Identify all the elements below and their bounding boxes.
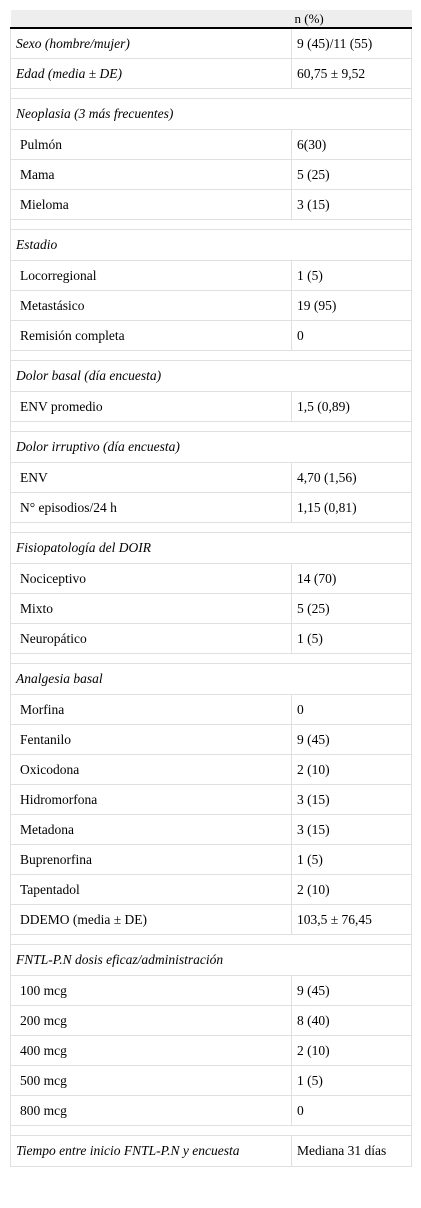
table-row <box>11 130 412 160</box>
table-row <box>11 1006 412 1036</box>
row-value: 2 (10) <box>292 875 412 905</box>
table-row <box>11 321 412 351</box>
table-row <box>11 190 412 220</box>
row-label: Metastásico <box>11 291 292 321</box>
row-label: N° episodios/24 h <box>11 493 292 523</box>
table-row <box>11 1036 412 1066</box>
table-row <box>11 725 412 755</box>
section-title: Neoplasia (3 más frecuentes) <box>11 99 292 130</box>
section-header-row <box>11 432 412 463</box>
spacer-cell <box>11 422 412 432</box>
row-value: 0 <box>292 695 412 725</box>
row-value: 1 (5) <box>292 624 412 654</box>
section-title: Dolor basal (día encuesta) <box>11 361 292 392</box>
row-label: 100 mcg <box>11 976 292 1006</box>
row-value: 3 (15) <box>292 190 412 220</box>
table-row <box>11 845 412 875</box>
row-label: Hidromorfona <box>11 785 292 815</box>
section-header-row <box>11 230 412 261</box>
section-title: Dolor irruptivo (día encuesta) <box>11 432 292 463</box>
row-label: Tapentadol <box>11 875 292 905</box>
section-value <box>292 533 412 564</box>
section-value <box>292 230 412 261</box>
row-label: Morfina <box>11 695 292 725</box>
spacer-cell <box>11 220 412 230</box>
table-row <box>11 815 412 845</box>
row-label: 400 mcg <box>11 1036 292 1066</box>
row-label: Remisión completa <box>11 321 292 351</box>
spacer-row <box>11 220 412 230</box>
spacer-cell <box>11 654 412 664</box>
section-header-row <box>11 664 412 695</box>
spacer-row <box>11 654 412 664</box>
section-header-row <box>11 945 412 976</box>
row-value: 0 <box>292 321 412 351</box>
row-label: DDEMO (media ± DE) <box>11 905 292 935</box>
row-label: Sexo (hombre/mujer) <box>11 28 292 59</box>
spacer-cell <box>11 1126 412 1136</box>
table-row <box>11 976 412 1006</box>
row-value: 9 (45)/11 (55) <box>292 28 412 59</box>
row-value: 9 (45) <box>292 725 412 755</box>
section-title: Analgesia basal <box>11 664 292 695</box>
row-label: Pulmón <box>11 130 292 160</box>
row-value: 1,5 (0,89) <box>292 392 412 422</box>
row-label: Nociceptivo <box>11 564 292 594</box>
characteristics-table <box>10 10 412 1167</box>
spacer-row <box>11 422 412 432</box>
section-value <box>292 361 412 392</box>
row-value: 5 (25) <box>292 160 412 190</box>
section-value: Mediana 31 días <box>292 1136 412 1167</box>
spacer-cell <box>11 523 412 533</box>
table-row <box>11 1096 412 1126</box>
row-value: 19 (95) <box>292 291 412 321</box>
row-value: 1 (5) <box>292 261 412 291</box>
row-value: 0 <box>292 1096 412 1126</box>
spacer-row <box>11 935 412 945</box>
section-header-row <box>11 533 412 564</box>
section-value <box>292 945 412 976</box>
spacer-cell <box>11 89 412 99</box>
row-label: Oxicodona <box>11 755 292 785</box>
section-value <box>292 432 412 463</box>
row-label: 800 mcg <box>11 1096 292 1126</box>
row-value: 60,75 ± 9,52 <box>292 59 412 89</box>
table-row <box>11 59 412 89</box>
row-label: Mixto <box>11 594 292 624</box>
row-value: 103,5 ± 76,45 <box>292 905 412 935</box>
row-value: 8 (40) <box>292 1006 412 1036</box>
section-header-row <box>11 361 412 392</box>
row-value: 3 (15) <box>292 815 412 845</box>
table-row <box>11 261 412 291</box>
spacer-cell <box>11 351 412 361</box>
spacer-row <box>11 89 412 99</box>
spacer-cell <box>11 935 412 945</box>
row-value: 14 (70) <box>292 564 412 594</box>
data-table-container <box>10 10 411 1167</box>
section-title: FNTL-P.N dosis eficaz/administración <box>11 945 292 976</box>
table-row <box>11 392 412 422</box>
section-header-row <box>11 1136 412 1167</box>
table-row <box>11 624 412 654</box>
row-label: 500 mcg <box>11 1066 292 1096</box>
row-value: 2 (10) <box>292 755 412 785</box>
table-row <box>11 594 412 624</box>
table-row <box>11 755 412 785</box>
row-label: Neuropático <box>11 624 292 654</box>
row-label: ENV promedio <box>11 392 292 422</box>
header-col-label <box>11 10 292 28</box>
section-header-row <box>11 99 412 130</box>
spacer-row <box>11 351 412 361</box>
row-value: 4,70 (1,56) <box>292 463 412 493</box>
row-label: Metadona <box>11 815 292 845</box>
row-value: 9 (45) <box>292 976 412 1006</box>
table-row <box>11 905 412 935</box>
table-row <box>11 28 412 59</box>
row-value: 6(30) <box>292 130 412 160</box>
row-label: 200 mcg <box>11 1006 292 1036</box>
row-label: Mama <box>11 160 292 190</box>
row-label: Mieloma <box>11 190 292 220</box>
row-value: 3 (15) <box>292 785 412 815</box>
row-value: 1 (5) <box>292 1066 412 1096</box>
table-row <box>11 291 412 321</box>
row-label: ENV <box>11 463 292 493</box>
spacer-row <box>11 1126 412 1136</box>
section-title: Tiempo entre inicio FNTL-P.N y encuesta <box>11 1136 292 1167</box>
row-value: 1 (5) <box>292 845 412 875</box>
table-row <box>11 564 412 594</box>
table-header-row <box>11 10 412 28</box>
row-value: 2 (10) <box>292 1036 412 1066</box>
section-value <box>292 664 412 695</box>
table-row <box>11 160 412 190</box>
row-value: 5 (25) <box>292 594 412 624</box>
section-value <box>292 99 412 130</box>
table-body <box>11 28 412 1167</box>
table-row <box>11 1066 412 1096</box>
table-row <box>11 695 412 725</box>
table-row <box>11 463 412 493</box>
table-row <box>11 493 412 523</box>
spacer-row <box>11 523 412 533</box>
section-title: Fisiopatología del DOIR <box>11 533 292 564</box>
row-label: Edad (media ± DE) <box>11 59 292 89</box>
table-row <box>11 875 412 905</box>
header-col-n-percent: n (%) <box>292 10 412 28</box>
table-row <box>11 785 412 815</box>
row-value: 1,15 (0,81) <box>292 493 412 523</box>
row-label: Buprenorfina <box>11 845 292 875</box>
row-label: Locorregional <box>11 261 292 291</box>
section-title: Estadio <box>11 230 292 261</box>
row-label: Fentanilo <box>11 725 292 755</box>
